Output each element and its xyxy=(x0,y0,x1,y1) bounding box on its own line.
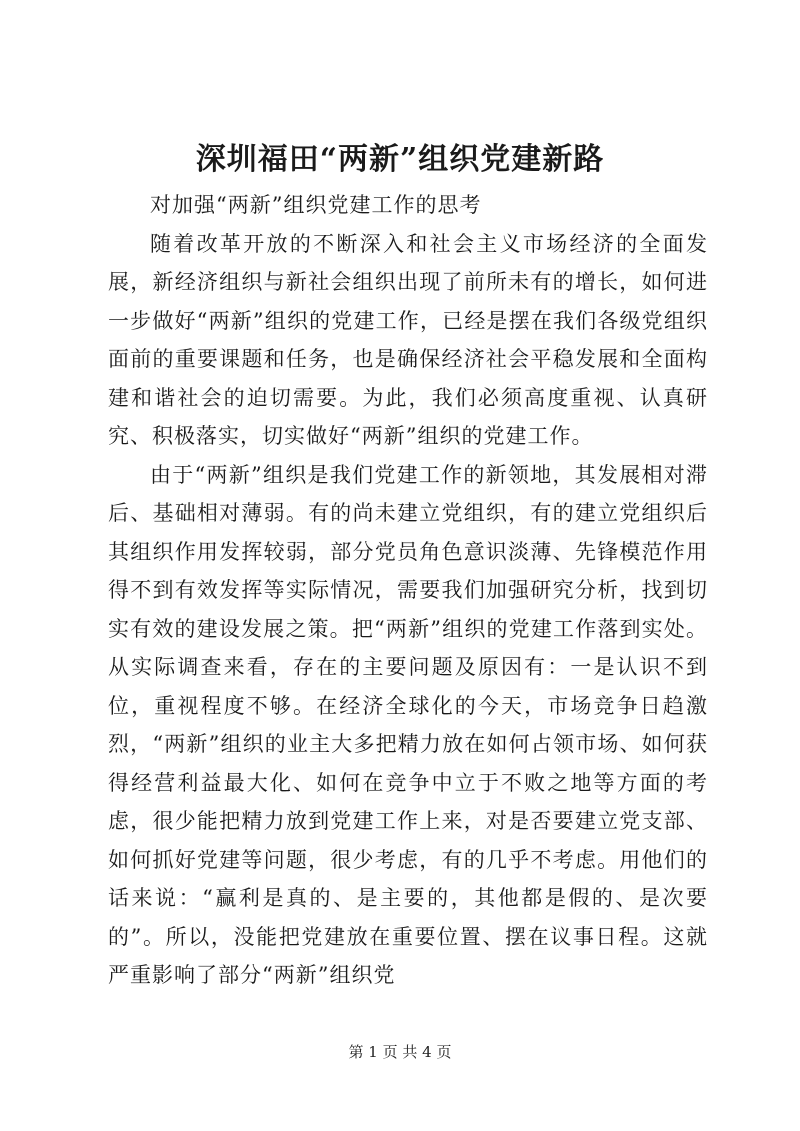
document-title: 深圳福田“两新”组织党建新路 xyxy=(195,142,605,177)
page-number-footer: 第 1 页 共 4 页 xyxy=(348,1043,452,1061)
body-paragraph: 随着改革开放的不断深入和社会主义市场经济的全面发展，新经济组织与新社会组织出现了前所未有的增长，如何进一步做好“两新”组织的党建工作，已经是摆在我们各级党组织面前的重要课题和任务，也是确保经济社会平稳发展和全面构建和谐社会的迫切需要。为此，我们必须高度重视、认真研究、积极落实，切实做好“两新”组织的党建工作。 xyxy=(108,231,708,448)
document-body xyxy=(108,186,708,995)
subtitle-paragraph: 对加强“两新”组织党建工作的思考 xyxy=(150,193,482,217)
body-paragraph: 由于“两新”组织是我们党建工作的新领地，其发展相对滞后、基础相对薄弱。有的尚未建立党组织，有的建立党组织后其组织作用发挥较弱，部分党员角色意识淡薄、先锋模范作用得不到有效发挥等实际情况，需要我们加强研究分析，找到切实有效的建设发展之策。把“两新”组织的党建工作落到实处。从实际调查来看，存在的主要问题及原因有：一是认识不到位，重视程度不够。在经济全球化的今天，市场竞争日趋激烈，“两新”组织的业主大多把精力放在如何占领市场、如何获得经营利益最大化、如何在竞争中立于不败之地等方面的考虑，很少能把精力放到党建工作上来，对是否要建立党支部、如何抓好党建等问题，很少考虑，有的几乎不考虑。用他们的话来说：“赢利是真的、是主要的，其他都是假的、是次要的”。所以，没能把党建放在重要位置、摆在议事日程。这就严重影响了部分“两新”组织党 xyxy=(108,462,708,987)
